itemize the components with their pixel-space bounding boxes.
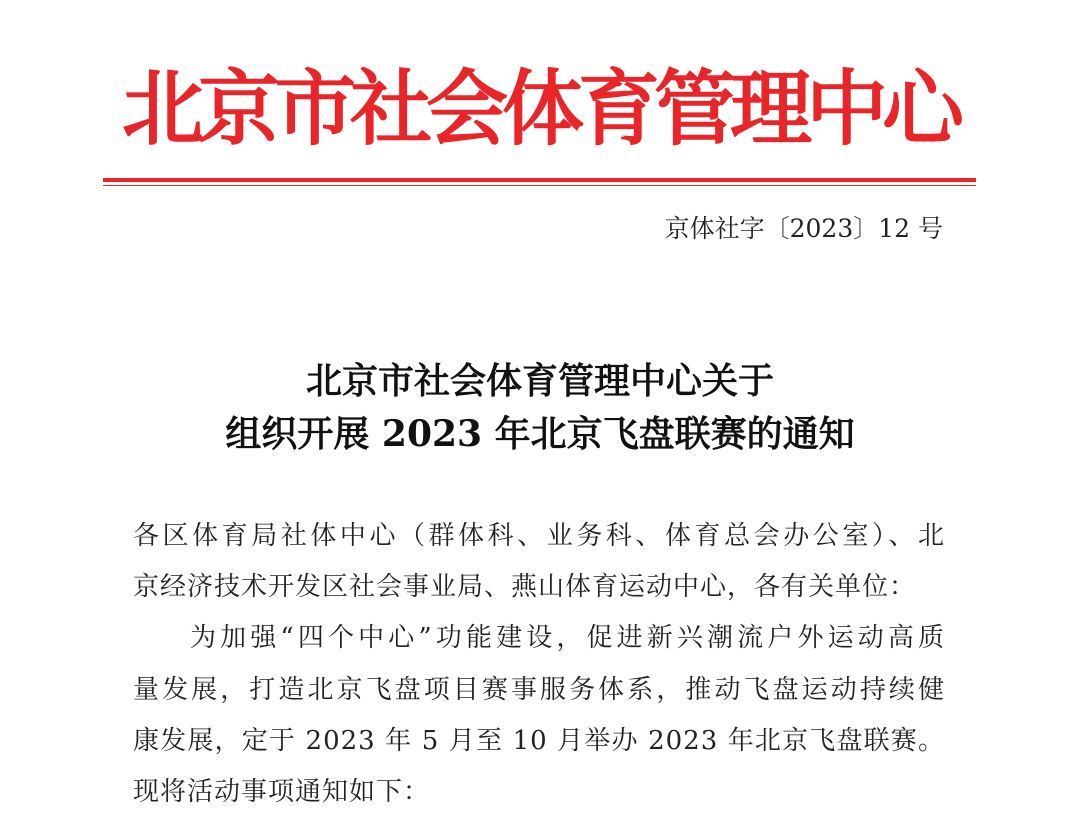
masthead-rule-thick [103, 178, 976, 182]
document-number: 京体社字〔2023〕12 号 [664, 214, 943, 243]
body-line: 为加强“四个中心”功能建设，促进新兴潮流户外运动高质 [190, 623, 945, 653]
body-line: 量发展，打造北京飞盘项目赛事服务体系，推动飞盘运动持续健 [133, 675, 945, 705]
masthead-org-name: 北京市社会体育管理中心 [121, 61, 958, 157]
body-line: 各区体育局社体中心（群体科、业务科、体育总会办公室）、北 [133, 521, 945, 551]
document-title-line-1: 北京市社会体育管理中心关于 [305, 360, 774, 402]
body-line: 京经济技术开发区社会事业局、燕山体育运动中心，各有关单位： [133, 572, 917, 602]
body-line: 现将活动事项通知如下： [133, 777, 431, 807]
document-title-line-2: 组织开展 2023 年北京飞盘联赛的通知 [225, 413, 855, 455]
masthead-rule-thin [103, 185, 976, 186]
body-line: 康发展，定于 2023 年 5 月至 10 月举办 2023 年北京飞盘联赛。 [133, 726, 945, 756]
